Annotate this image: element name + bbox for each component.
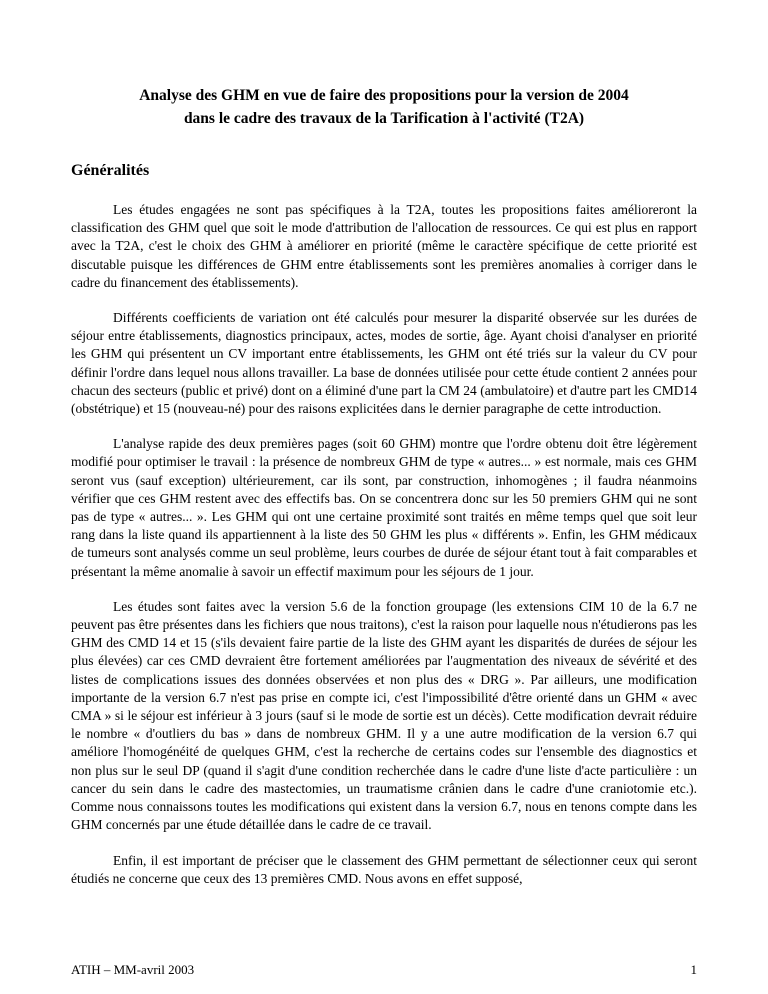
paragraph-5: Enfin, il est important de préciser que le classement des GHM permettant de sélectionner ceux qui seront étudiés ne concerne que ceux des 13 premières CMD. Nous avons en effet supposé, (71, 852, 697, 886)
title-line-1: Analyse des GHM en vue de faire des propositions pour la version de 2004 (139, 87, 629, 104)
page-footer (71, 962, 697, 978)
paragraph-3: L'analyse rapide des deux premières pages (soit 60 GHM) montre que l'ordre obtenu doit être légèrement modifié pour optimiser le travail : la présence de nombreux GHM de type « autres... » est normale, mais ces GHM seront vus (sauf exception) ultérieurement, car ils sont, par construction, inhomogènes ; il faudra néanmoins vérifier que ces GHM restent avec des effectifs bas. On se concentrera donc sur les 50 premiers GHM qui ne sont pas de type « autres... ». Les GHM qui ont une certaine proximité sont traités en même temps quel que soit leur rang dans la liste quand ils appartiennent à la liste des 50 GHM les plus « différents ». Enfin, les GHM médicaux de tumeurs sont analysés comme un seul problème, leurs courbes de durée de séjour étant tout à fait comparables et présentant la même anomalie à savoir un effectif maximum pour les séjours de 1 jour. (71, 436, 697, 579)
document-title (71, 84, 697, 130)
title-line-2: dans le cadre des travaux de la Tarification à l'activité (T2A) (183, 110, 585, 127)
footer-page-number: 1 (690, 962, 697, 977)
paragraph-1: Les études engagées ne sont pas spécifiques à la T2A, toutes les propositions faites amélioreront la classification des GHM quel que soit le mode d'attribution de l'allocation de ressources. Ce qui est plus en rapport avec la T2A, c'est le choix des GHM à améliorer en priorité (même le caractère spécifique de cette priorité est discutable puisque les différences de GHM entre établissements sont les premières anomalies à corriger dans le cadre du financement des établissements). (71, 202, 697, 290)
paragraph-2: Différents coefficients de variation ont été calculés pour mesurer la disparité observée sur les durées de séjour entre établissements, diagnostics principaux, actes, modes de sortie, âge. Ayant choisi d'analyser en priorité les GHM qui présentent un CV important entre établissements, les GHM ont été triés sur la valeur du CV pour définir l'ordre dans lequel nous allons travailler. La base de données utilisée pour cette étude contient 2 années pour chacun des secteurs (public et privé) dont on a éliminé d'une part la CM 24 (ambulatoire) et d'autre part les CMD14 (obstétrique) et 15 (nouveau-né) pour des raisons explicitées dans le dernier paragraphe de cette introduction. (71, 310, 697, 417)
section-heading-generalites: Généralités (71, 162, 150, 179)
footer-author-date: ATIH – MM-avril 2003 (71, 962, 195, 977)
paragraph-4: Les études sont faites avec la version 5.6 de la fonction groupage (les extensions CIM 10 de la 6.7 ne peuvent pas être présentes dans les fichiers que nous traitons), c'est la raison pour laquelle nous n'étudierons pas les GHM des CMD 14 et 15 (s'ils devaient faire partie de la liste des GHM ayant les disparités de durées de séjour les plus élevées) car ces CMD devraient être fortement améliorées par l'augmentation des niveaux de sévérité et des listes de complications issues des données observées et non plus des « DRG ». Par ailleurs, une modification importante de la version 6.7 n'est pas prise en compte ici, c'est l'impossibilité d'être orienté dans un GHM « avec CMA » si le séjour est inférieur à 3 jours (sauf si le mode de sortie est un décès). Cette modification devrait réduire le nombre « d'outliers du bas » dans de nombreux GHM. Il y a une autre modification de la version 6.7 qui améliore l'homogénéité de quelques GHM, c'est la recherche de certains codes sur l'ensemble des diagnostics et non plus sur le seul DP (quand il s'agit d'une condition recherchée dans le cadre d'une liste d'acte particulière : un cancer du sein dans le cadre des mastectomies, un traumatisme crânien dans le cadre d'une craniotomie etc.). Comme nous connaissons toutes les modifications qui existent dans la version 6.7, nous en tenons compte dans les GHM concernés par une étude détaillée dans le cadre de ce travail. (71, 598, 697, 833)
